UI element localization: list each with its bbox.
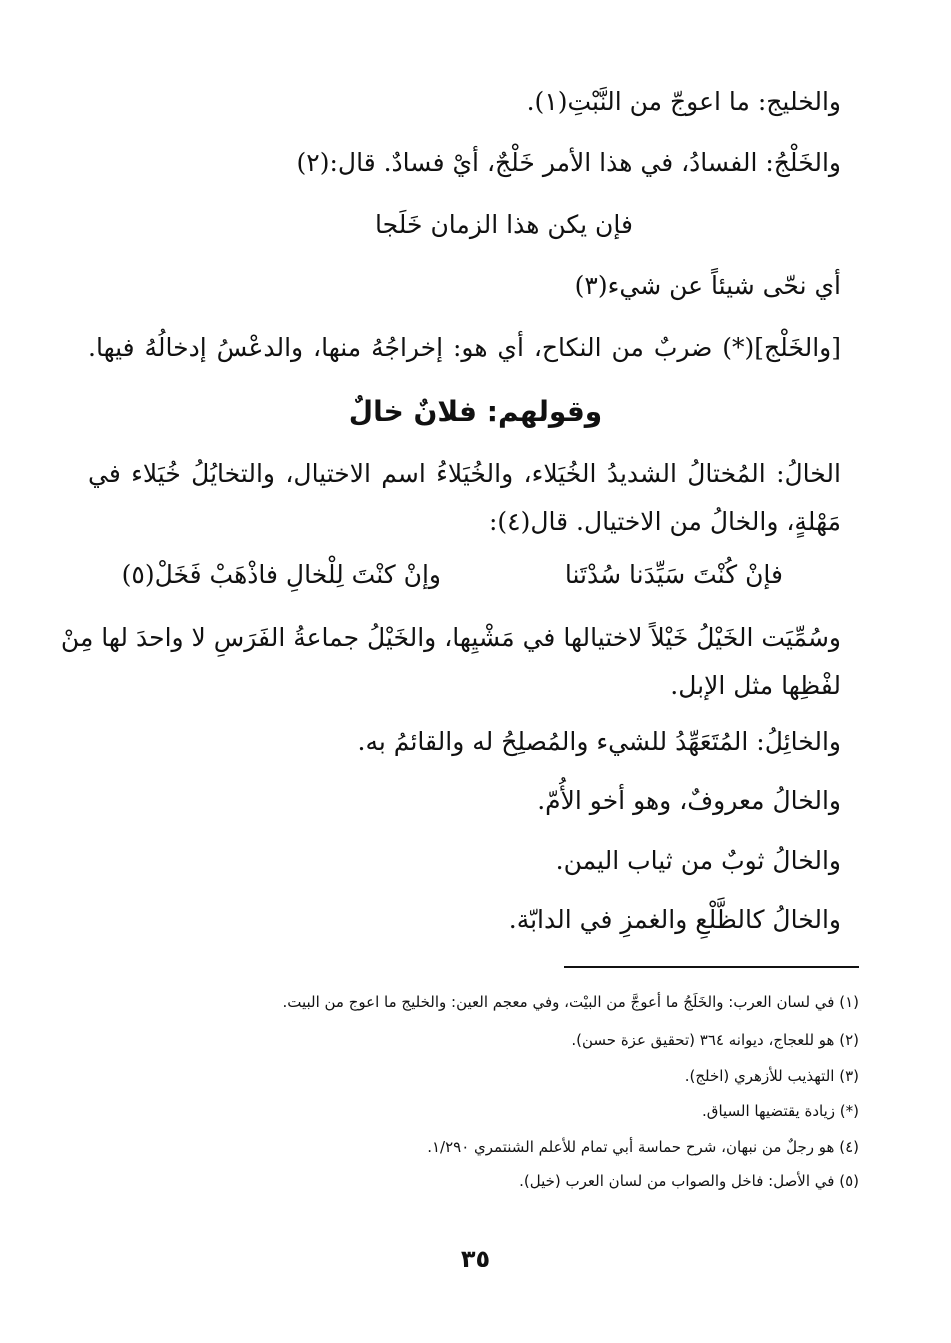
verse-line-zaman: فإن يكن هذا الزمان خَلَجا [375,210,633,239]
body-line-mahla: مَهْلةٍ، والخالُ من الاختيال. قال(٤): [488,507,841,536]
footnote-4: (٤) هو رجلٌ من نبهان، شرح حماسة أبي تمام للأعلم الشنتمري ١/٢٩٠. [427,1138,859,1156]
body-line-khalj-fasad: والخَلْجُ: الفسادُ، في هذا الأمر خَلْجٌ، أيْ فسادٌ. قال:(٢) [296,148,841,177]
footnote-5: (٥) في الأصل: فاخل والصواب من لسان العرب (خيل). [519,1172,859,1190]
poem-hemistich-first: فإنْ كُنْتَ سَيِّدَنا سُدْتَنا [564,560,783,589]
body-line-nikah: [والخَلْج](*) ضربٌ من النكاح، أي هو: إخراجُهُ منها، والدعْسُ إدخالُهُ فيها. [88,333,841,362]
body-line-khal-limp: والخالُ كالظَّلْعِ والغمزِ في الدابّة. [508,905,841,934]
body-line-khayl: وسُمِّيَت الخَيْلُ خَيْلاً لاختيالها في مَشْيِها، والخَيْلُ جماعةُ الفَرَسِ لا واحدَ لها مِنْ [60,623,841,652]
footnote-divider [564,966,859,968]
body-line-khal-uncle: والخالُ معروفٌ، وهو أخو الأُمّ. [537,786,841,815]
footnote-3: (٣) التهذيب للأزهري (اخلج). [684,1067,859,1085]
footnote-star: (*) زيادة يقتضيها السياق. [702,1102,859,1120]
body-line-khal-garment: والخالُ ثوبٌ من ثياب اليمن. [555,846,841,875]
section-heading: وقولهم: فلانٌ خالٌ [348,395,603,428]
body-line-ibil: لفْظِها مثل الإبل. [670,671,841,700]
body-line-nahha: أي نحّى شيئاً عن شيء(٣) [574,271,841,300]
body-line-khal-definition: الخالُ: المُختالُ الشديدُ الخُيَلاء، والخُيَلاءُ اسم الاختيال، والتخايُلُ خُيَلاء في [88,459,841,488]
body-line-khail: والخائِلُ: المُتَعَهِّدُ للشيء والمُصلِحُ له والقائمُ به. [357,727,841,756]
footnote-2: (٢) هو للعجاج، ديوانه ٣٦٤ (تحقيق عزة حسن). [571,1031,859,1049]
body-line-khalij: والخليج: ما اعوجّ من النَّبْتِ(١). [526,87,841,116]
poem-hemistich-second: وإنْ كنْتَ لِلْخالِ فاذْهَبْ فَخَلْ(٥) [121,560,441,589]
footnote-1: (١) في لسان العرب: والخَلَجُ ما أعوجَّ من البيْت، وفي معجم العين: والخليج ما اعوج من البيت. [282,993,859,1011]
page-number: ٣٥ [460,1245,491,1273]
